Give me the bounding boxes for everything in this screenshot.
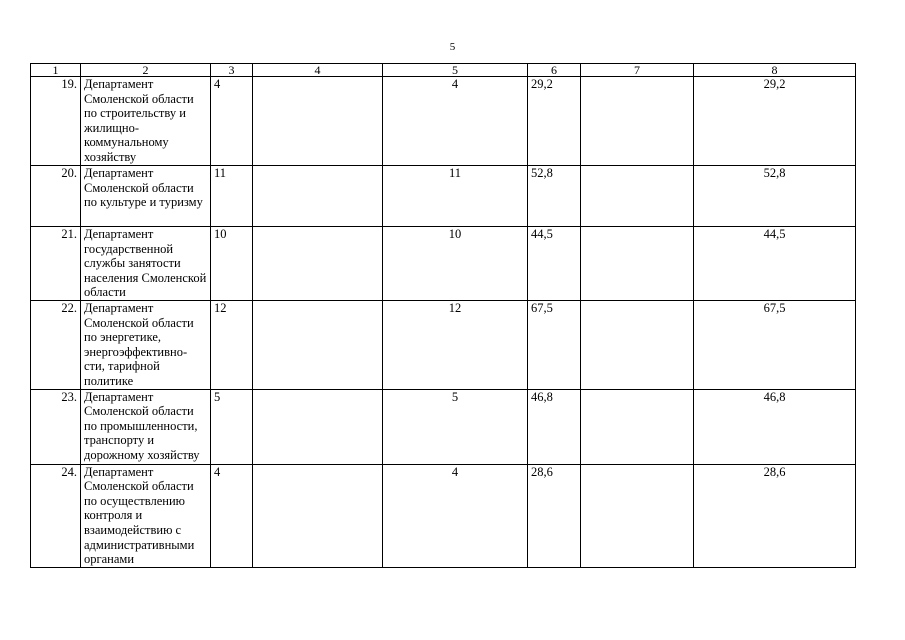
column-header-5: 5 — [383, 64, 528, 77]
cell-col5: 4 — [383, 464, 528, 567]
cell-col4 — [253, 464, 383, 567]
row-number: 23. — [31, 389, 81, 464]
cell-col7 — [581, 227, 694, 301]
cell-col6: 29,2 — [528, 77, 581, 166]
cell-col3: 11 — [211, 166, 253, 227]
cell-col5: 5 — [383, 389, 528, 464]
row-number: 20. — [31, 166, 81, 227]
table-row — [31, 227, 856, 301]
cell-col8: 44,5 — [694, 227, 856, 301]
cell-col3: 4 — [211, 464, 253, 567]
cell-col4 — [253, 166, 383, 227]
row-number: 21. — [31, 227, 81, 301]
cell-col5: 11 — [383, 166, 528, 227]
table-row — [31, 77, 856, 166]
cell-col7 — [581, 464, 694, 567]
cell-col6: 52,8 — [528, 166, 581, 227]
cell-col7 — [581, 389, 694, 464]
department-name: Департамент Смоленской области по энергетике, энергоэффективно-сти, тарифной политике — [81, 301, 211, 390]
table-row — [31, 464, 856, 567]
table-row — [31, 166, 856, 227]
cell-col8: 46,8 — [694, 389, 856, 464]
cell-col4 — [253, 301, 383, 390]
table-row — [31, 389, 856, 464]
cell-col8: 52,8 — [694, 166, 856, 227]
cell-col3: 12 — [211, 301, 253, 390]
department-name: Департамент Смоленской области по строительству и жилищно-коммунальному хозяйству — [81, 77, 211, 166]
cell-col6: 28,6 — [528, 464, 581, 567]
cell-col6: 46,8 — [528, 389, 581, 464]
header-row — [31, 64, 856, 77]
cell-col5: 12 — [383, 301, 528, 390]
cell-col8: 29,2 — [694, 77, 856, 166]
cell-col7 — [581, 77, 694, 166]
row-number: 24. — [31, 464, 81, 567]
row-number: 19. — [31, 77, 81, 166]
cell-col8: 28,6 — [694, 464, 856, 567]
department-name: Департамент Смоленской области по осуществлению контроля и взаимодействию с административными органами — [81, 464, 211, 567]
cell-col7 — [581, 166, 694, 227]
column-header-7: 7 — [581, 64, 694, 77]
column-header-1: 1 — [31, 64, 81, 77]
column-header-8: 8 — [694, 64, 856, 77]
cell-col3: 4 — [211, 77, 253, 166]
column-header-3: 3 — [211, 64, 253, 77]
data-table — [30, 63, 856, 568]
department-name: Департамент государственной службы занятости населения Смоленской области — [81, 227, 211, 301]
column-header-4: 4 — [253, 64, 383, 77]
cell-col7 — [581, 301, 694, 390]
cell-col8: 67,5 — [694, 301, 856, 390]
cell-col4 — [253, 77, 383, 166]
cell-col6: 44,5 — [528, 227, 581, 301]
cell-col4 — [253, 227, 383, 301]
cell-col5: 4 — [383, 77, 528, 166]
column-header-6: 6 — [528, 64, 581, 77]
table-row — [31, 301, 856, 390]
cell-col6: 67,5 — [528, 301, 581, 390]
cell-col3: 5 — [211, 389, 253, 464]
row-number: 22. — [31, 301, 81, 390]
department-name: Департамент Смоленской области по промышленности, транспорту и дорожному хозяйству — [81, 389, 211, 464]
page-number: 5 — [449, 41, 456, 53]
cell-col3: 10 — [211, 227, 253, 301]
department-name: Департамент Смоленской области по культуре и туризму — [81, 166, 211, 227]
cell-col4 — [253, 389, 383, 464]
column-header-2: 2 — [81, 64, 211, 77]
cell-col5: 10 — [383, 227, 528, 301]
